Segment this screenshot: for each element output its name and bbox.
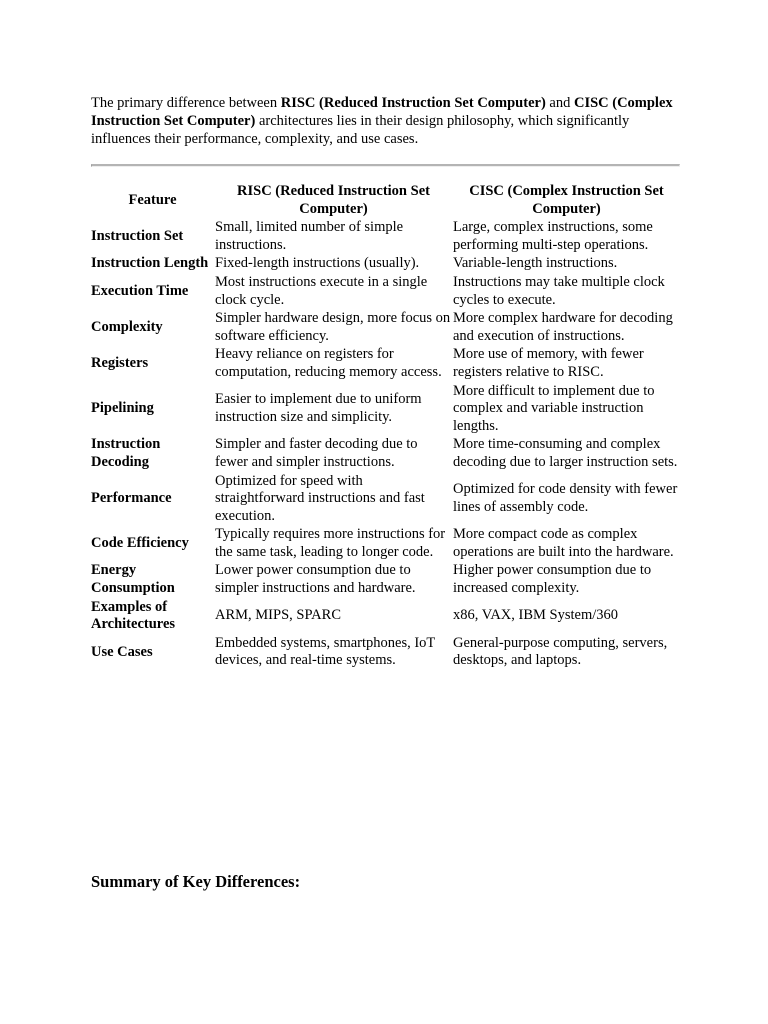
intro-risc-term: RISC (Reduced Instruction Set Computer) bbox=[280, 95, 546, 111]
risc-cell: Lower power consumption due to simpler instructions and hardware. bbox=[215, 562, 416, 597]
cisc-cell: Optimized for code density with fewer lines of assembly code. bbox=[453, 481, 678, 515]
cisc-cell: More complex hardware for decoding and execution of instructions. bbox=[453, 310, 673, 344]
cisc-cell: More difficult to implement due to complex and variable instruction lengths. bbox=[453, 382, 655, 434]
table-row bbox=[90, 383, 680, 437]
risc-cell: Easier to implement due to uniform instruction size and simplicity. bbox=[215, 391, 422, 425]
table-row bbox=[90, 219, 680, 255]
cisc-cell: x86, VAX, IBM System/360 bbox=[453, 607, 619, 624]
header-feature: Feature bbox=[128, 191, 177, 208]
intro-text-3: architectures lies in their design philosophy, which significantly influences their performance, complexity, and use cases. bbox=[91, 113, 630, 147]
cisc-cell: More use of memory, with fewer registers relative to RISC. bbox=[453, 346, 644, 380]
feature-cell: Use Cases bbox=[91, 643, 153, 660]
risc-cell: Optimized for speed with straightforward instructions and fast execution. bbox=[215, 472, 425, 524]
risc-cell: Heavy reliance on registers for computation, reducing memory access. bbox=[215, 346, 442, 380]
feature-cell: Instruction Set bbox=[91, 227, 184, 244]
risc-cell: Fixed-length instructions (usually). bbox=[215, 255, 420, 272]
summary-heading: Summary of Key Differences: bbox=[91, 872, 301, 891]
feature-cell: Examples of Architectures bbox=[91, 598, 176, 633]
feature-cell: Execution Time bbox=[91, 282, 189, 299]
intro-text-1: The primary difference between bbox=[91, 95, 281, 111]
feature-cell: Instruction Decoding bbox=[91, 436, 161, 470]
horizontal-divider bbox=[91, 164, 680, 167]
risc-cell: Simpler hardware design, more focus on software efficiency. bbox=[215, 310, 451, 344]
feature-cell: Pipelining bbox=[91, 400, 154, 417]
table-row bbox=[90, 562, 680, 598]
table-row bbox=[90, 436, 680, 472]
table-row bbox=[90, 473, 680, 527]
table-row bbox=[90, 274, 680, 310]
risc-cell: Typically requires more instructions for the same task, leading to longer code. bbox=[215, 526, 446, 560]
cisc-cell: More compact code as complex operations are built into the hardware. bbox=[453, 526, 674, 560]
table-header-row bbox=[90, 183, 680, 219]
table-row bbox=[90, 526, 680, 562]
cisc-cell: General-purpose computing, servers, desktops, and laptops. bbox=[453, 634, 668, 669]
header-cisc: CISC (Complex Instruction Set Computer) bbox=[469, 183, 664, 217]
cisc-cell: Instructions may take multiple clock cycles to execute. bbox=[453, 273, 665, 308]
risc-cell: Embedded systems, smartphones, IoT devices, and real-time systems. bbox=[215, 634, 436, 669]
risc-cell: Simpler and faster decoding due to fewer and simpler instructions. bbox=[215, 436, 418, 470]
feature-cell: Registers bbox=[91, 355, 149, 372]
table-row bbox=[90, 635, 680, 671]
feature-cell: Energy Consumption bbox=[91, 562, 175, 597]
feature-cell: Instruction Length bbox=[91, 255, 209, 272]
feature-cell: Complexity bbox=[91, 318, 163, 335]
cisc-cell: Variable-length instructions. bbox=[453, 255, 618, 272]
risc-cell: Most instructions execute in a single clock cycle. bbox=[215, 273, 428, 308]
feature-cell: Performance bbox=[91, 490, 172, 507]
intro-paragraph bbox=[91, 94, 681, 148]
intro-text-2: and bbox=[545, 95, 574, 111]
table-row bbox=[90, 346, 680, 382]
table-row bbox=[90, 255, 680, 274]
cisc-cell: More time-consuming and complex decoding due to larger instruction sets. bbox=[453, 436, 678, 470]
risc-cell: ARM, MIPS, SPARC bbox=[215, 607, 341, 624]
table-row bbox=[90, 310, 680, 346]
cisc-cell: Large, complex instructions, some performing multi-step operations. bbox=[453, 219, 653, 253]
header-risc: RISC (Reduced Instruction Set Computer) bbox=[237, 183, 430, 217]
comparison-table bbox=[90, 183, 680, 671]
table-row bbox=[90, 599, 680, 635]
feature-cell: Code Efficiency bbox=[91, 535, 189, 552]
risc-cell: Small, limited number of simple instructions. bbox=[215, 219, 404, 253]
cisc-cell: Higher power consumption due to increased complexity. bbox=[453, 562, 652, 597]
intro-cisc-term: CISC (Complex Instruction Set Computer) bbox=[91, 95, 673, 129]
